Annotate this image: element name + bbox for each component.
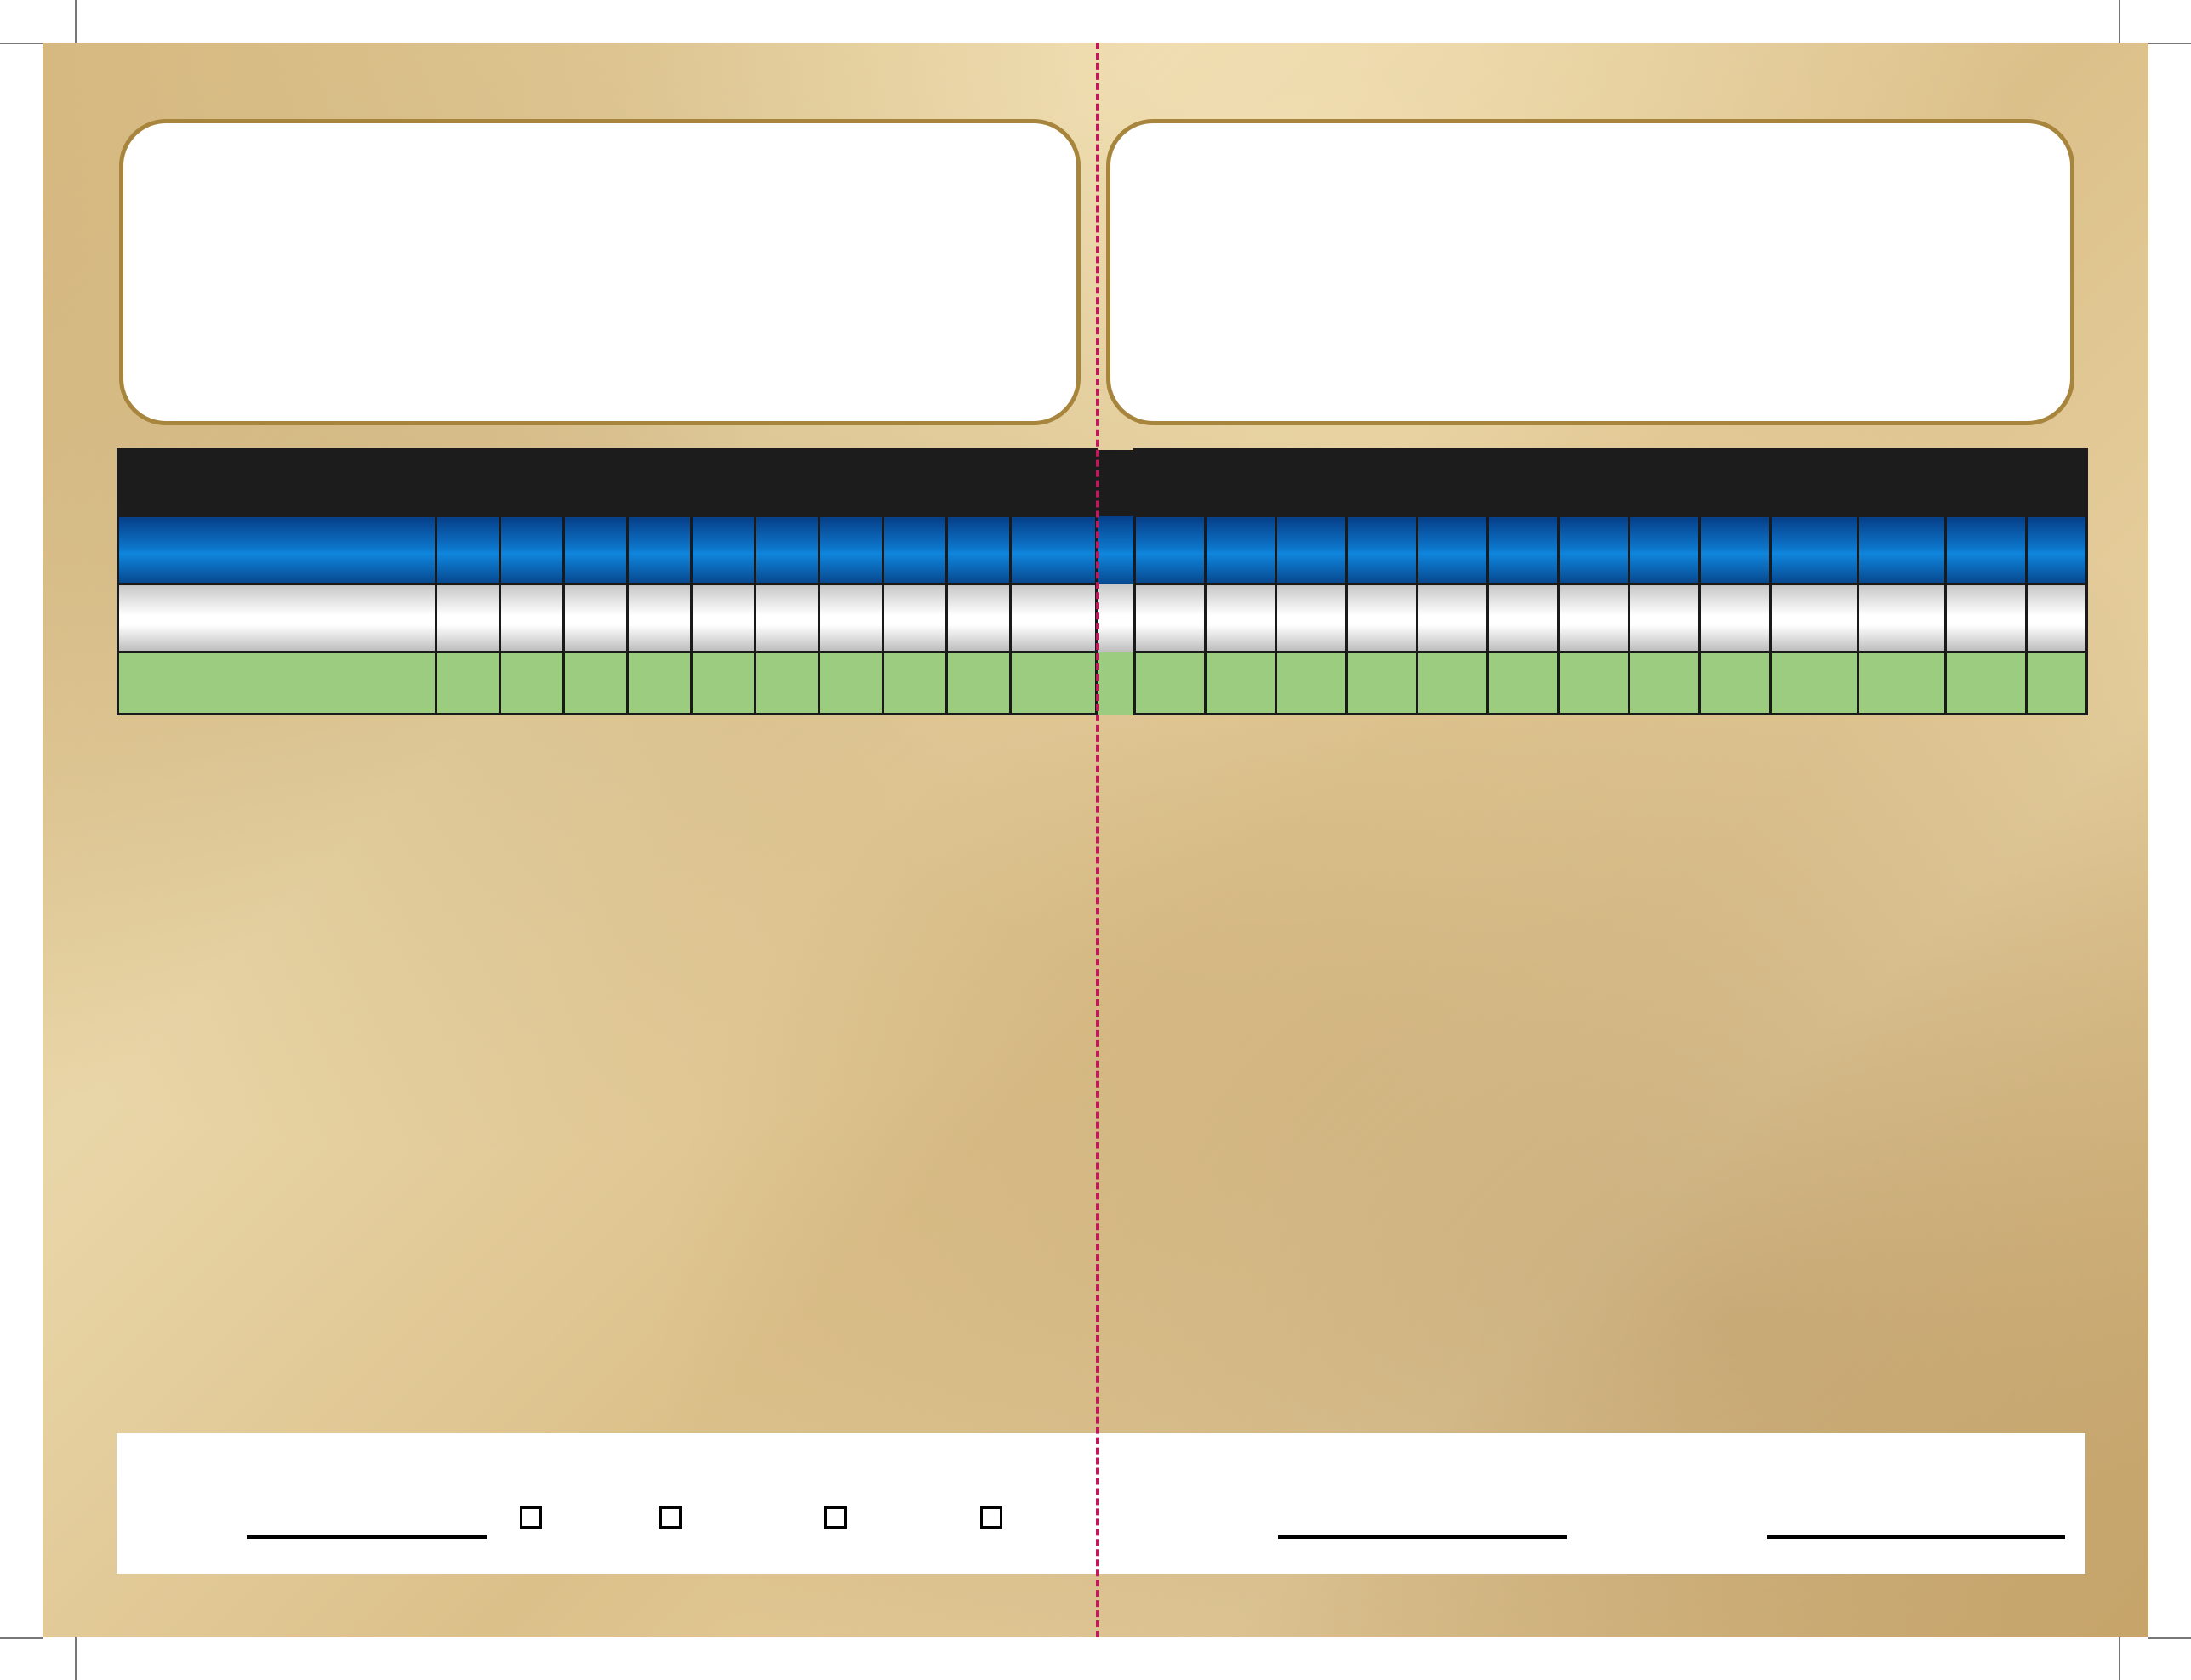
total-cell: [1858, 450, 1946, 516]
hole-13-cell: [1347, 584, 1418, 652]
handicap-label: [118, 652, 436, 715]
hole-13-cell: [1347, 516, 1418, 584]
hole-16-cell: [1559, 584, 1629, 652]
hole-14-cell: [1418, 516, 1488, 584]
hcp-cell[interactable]: [1946, 652, 2027, 715]
hole-10-cell: [1135, 516, 1206, 584]
total-cell: [1858, 516, 1946, 584]
crop-mark: [75, 0, 77, 43]
hole-18-cell: [1700, 584, 1771, 652]
hole-8-cell: [883, 584, 947, 652]
hole-14-cell: [1418, 584, 1488, 652]
hole-2-cell: [500, 584, 564, 652]
fold-gap-cell: [1097, 652, 1135, 715]
scorer-line[interactable]: [1278, 1535, 1567, 1539]
hole-16-cell: [1559, 516, 1629, 584]
hole-13-cell: [1347, 652, 1418, 715]
hole-2-cell: [500, 450, 564, 516]
hole-18-cell: [1700, 516, 1771, 584]
hole-11-cell: [1206, 450, 1276, 516]
tee-checkbox-gold[interactable]: [824, 1506, 847, 1529]
hole-9-cell: [947, 450, 1011, 516]
back-nine-layout-illustration: [1110, 123, 2074, 425]
net-cell[interactable]: [2027, 516, 2087, 584]
hole-1-cell: [436, 652, 500, 715]
out-total-cell: [1011, 584, 1097, 652]
white-row: [118, 584, 2087, 652]
out-total-cell: [1011, 516, 1097, 584]
hcp-cell[interactable]: [1946, 584, 2027, 652]
hole-7-cell: [819, 516, 883, 584]
tee-checkbox-white[interactable]: [659, 1506, 682, 1529]
hole-15-cell: [1488, 584, 1559, 652]
blue-row: [118, 516, 2087, 584]
hole-5-cell: [692, 450, 756, 516]
hole-12-cell: [1276, 584, 1347, 652]
hole-1-cell: [436, 516, 500, 584]
hole-14-cell: [1418, 652, 1488, 715]
net-header-cell: [2027, 450, 2087, 516]
hole-17-cell: [1629, 450, 1700, 516]
attest-line[interactable]: [1767, 1535, 2065, 1539]
hole-7-cell: [819, 450, 883, 516]
hole-4-cell: [628, 516, 692, 584]
hole-3-cell: [564, 652, 628, 715]
hole-12-cell: [1276, 516, 1347, 584]
front-nine-hole-maps: [119, 119, 1081, 425]
header-row: [118, 450, 2087, 516]
tee-checkbox-red[interactable]: [980, 1506, 1002, 1529]
date-line[interactable]: [247, 1535, 487, 1539]
hole-7-cell: [819, 584, 883, 652]
hole-10-cell: [1135, 584, 1206, 652]
in-total-cell: [1771, 516, 1858, 584]
hole-17-cell: [1629, 652, 1700, 715]
crop-mark: [75, 1637, 77, 1680]
hole-12-cell: [1276, 450, 1347, 516]
in-total-cell: [1771, 584, 1858, 652]
hole-9-cell: [947, 516, 1011, 584]
fold-gap-cell: [1097, 584, 1135, 652]
total-cell: [1858, 652, 1946, 715]
tee-checkbox-blue[interactable]: [520, 1506, 542, 1529]
hole-10-cell: [1135, 450, 1206, 516]
crop-mark: [0, 1637, 43, 1639]
hole-3-cell: [564, 584, 628, 652]
hole-17-cell: [1629, 516, 1700, 584]
front-nine-layout-illustration: [123, 123, 1081, 425]
scorecard-table: [117, 448, 2088, 715]
net-cell[interactable]: [2027, 652, 2087, 715]
crop-mark: [2148, 1637, 2191, 1639]
hole-9-cell: [947, 652, 1011, 715]
hole-14-cell: [1418, 450, 1488, 516]
crop-mark: [2148, 43, 2191, 44]
in-total-cell: [1771, 450, 1858, 516]
hole-5-cell: [692, 652, 756, 715]
hole-11-cell: [1206, 652, 1276, 715]
hole-15-cell: [1488, 450, 1559, 516]
hole-7-cell: [819, 652, 883, 715]
hole-11-cell: [1206, 516, 1276, 584]
hcp-header-cell: [1946, 450, 2027, 516]
header-label: [118, 450, 436, 516]
hole-3-cell: [564, 450, 628, 516]
hole-5-cell: [692, 516, 756, 584]
scorecard-footer: [117, 1433, 2085, 1574]
hole-9-cell: [947, 584, 1011, 652]
hole-13-cell: [1347, 450, 1418, 516]
hole-17-cell: [1629, 584, 1700, 652]
crop-mark: [2119, 0, 2120, 43]
hole-2-cell: [500, 516, 564, 584]
hole-6-cell: [756, 584, 819, 652]
white-label: [118, 584, 436, 652]
fold-gap-cell: [1097, 450, 1135, 516]
hole-16-cell: [1559, 652, 1629, 715]
back-nine-hole-maps: [1106, 119, 2074, 425]
crop-mark: [2119, 1637, 2120, 1680]
hole-15-cell: [1488, 652, 1559, 715]
handicap-row: [118, 652, 2087, 715]
hole-4-cell: [628, 652, 692, 715]
net-cell[interactable]: [2027, 584, 2087, 652]
hole-8-cell: [883, 450, 947, 516]
hole-2-cell: [500, 652, 564, 715]
hole-1-cell: [436, 450, 500, 516]
hole-4-cell: [628, 584, 692, 652]
hcp-cell[interactable]: [1946, 516, 2027, 584]
fold-line: [1096, 43, 1099, 1637]
hole-18-cell: [1700, 450, 1771, 516]
blue-label: [118, 516, 436, 584]
hole-1-cell: [436, 584, 500, 652]
out-total-cell: [1011, 652, 1097, 715]
hole-6-cell: [756, 450, 819, 516]
hole-12-cell: [1276, 652, 1347, 715]
in-total-cell: [1771, 652, 1858, 715]
total-cell: [1858, 584, 1946, 652]
crop-mark: [0, 43, 43, 44]
hole-5-cell: [692, 584, 756, 652]
hole-8-cell: [883, 516, 947, 584]
hole-8-cell: [883, 652, 947, 715]
hole-4-cell: [628, 450, 692, 516]
out-total-cell: [1011, 450, 1097, 516]
hole-3-cell: [564, 516, 628, 584]
hole-11-cell: [1206, 584, 1276, 652]
fold-gap-cell: [1097, 516, 1135, 584]
hole-10-cell: [1135, 652, 1206, 715]
hole-16-cell: [1559, 450, 1629, 516]
hole-18-cell: [1700, 652, 1771, 715]
hole-6-cell: [756, 516, 819, 584]
hole-15-cell: [1488, 516, 1559, 584]
hole-6-cell: [756, 652, 819, 715]
